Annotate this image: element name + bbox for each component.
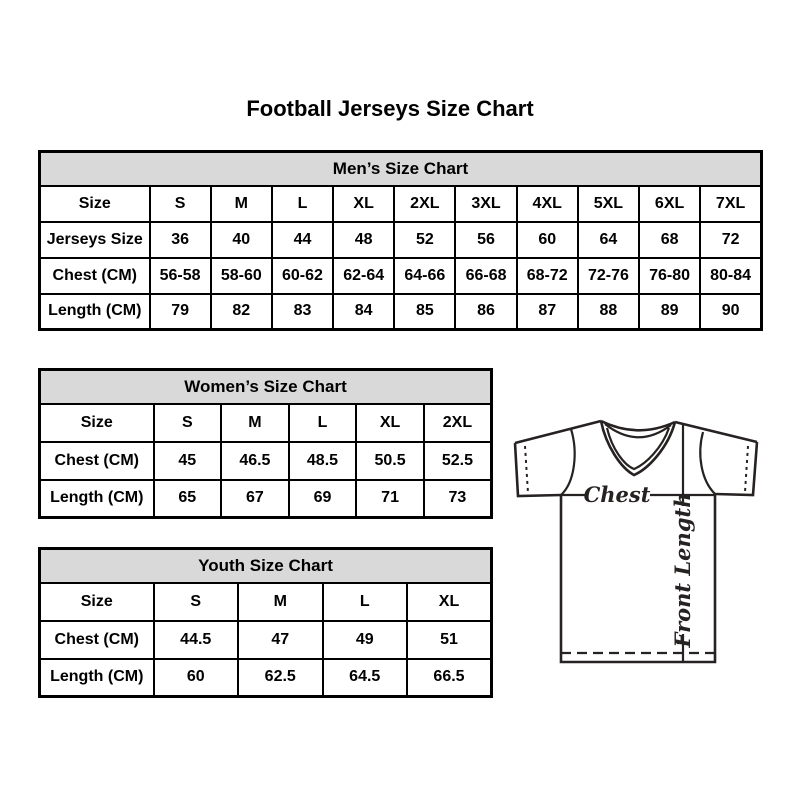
table-header-row — [40, 152, 762, 186]
table-row — [40, 186, 762, 222]
table-cell: 49 — [323, 621, 408, 659]
table-cell: 56 — [455, 222, 516, 258]
right-cuff-dashed-line — [745, 446, 748, 492]
table-cell: L — [272, 186, 333, 222]
table-cell: 72 — [700, 222, 761, 258]
youth-size-table — [38, 547, 493, 698]
row-label: Length (CM) — [40, 480, 154, 518]
table-cell: 58-60 — [211, 258, 272, 294]
table-cell: 90 — [700, 294, 761, 330]
jersey-right-shoulder-line — [675, 422, 757, 442]
table-cell: 60-62 — [272, 258, 333, 294]
table-row — [40, 258, 762, 294]
table-cell: 48.5 — [289, 442, 357, 480]
table-cell: S — [154, 404, 222, 442]
table-cell: 80-84 — [700, 258, 761, 294]
table-cell: 76-80 — [639, 258, 700, 294]
table-cell: 47 — [238, 621, 323, 659]
table-cell: 79 — [150, 294, 211, 330]
table-cell: 88 — [578, 294, 639, 330]
table-cell: 48 — [333, 222, 394, 258]
row-label: Size — [40, 186, 150, 222]
table-cell: 69 — [289, 480, 357, 518]
table-row — [40, 583, 492, 621]
row-label: Size — [40, 404, 154, 442]
table-row — [40, 442, 492, 480]
table-cell: 85 — [394, 294, 455, 330]
table-cell: 87 — [517, 294, 578, 330]
table-cell: 64.5 — [323, 659, 408, 697]
table-cell: 45 — [154, 442, 222, 480]
mens-size-table — [38, 150, 763, 331]
table-cell: 62-64 — [333, 258, 394, 294]
table-cell: 83 — [272, 294, 333, 330]
table-row — [40, 621, 492, 659]
table-cell: 44 — [272, 222, 333, 258]
jersey-right-sleeve-cuff — [715, 442, 757, 495]
womens-table-header: Women’s Size Chart — [40, 370, 492, 404]
jersey-right-armhole-seam — [700, 432, 715, 494]
table-cell: 7XL — [700, 186, 761, 222]
row-label: Length (CM) — [40, 294, 150, 330]
row-label: Size — [40, 583, 154, 621]
table-cell: 60 — [517, 222, 578, 258]
table-cell: 71 — [356, 480, 424, 518]
table-cell: 46.5 — [221, 442, 289, 480]
jersey-left-sleeve-cuff — [515, 443, 561, 496]
table-row — [40, 404, 492, 442]
jersey-left-armhole-seam — [561, 429, 575, 495]
table-row — [40, 659, 492, 697]
table-cell: 65 — [154, 480, 222, 518]
table-cell: M — [221, 404, 289, 442]
table-cell: 68 — [639, 222, 700, 258]
table-cell: XL — [333, 186, 394, 222]
jersey-measurement-diagram — [505, 408, 765, 668]
row-label: Chest (CM) — [40, 621, 154, 659]
table-cell: S — [150, 186, 211, 222]
table-row — [40, 294, 762, 330]
table-row — [40, 222, 762, 258]
youth-table-header: Youth Size Chart — [40, 549, 492, 583]
table-cell: 64 — [578, 222, 639, 258]
table-cell: 64-66 — [394, 258, 455, 294]
table-cell: 84 — [333, 294, 394, 330]
table-cell: 36 — [150, 222, 211, 258]
front-length-label: Front Length — [670, 492, 695, 648]
mens-table-header: Men’s Size Chart — [40, 152, 762, 186]
table-cell: 82 — [211, 294, 272, 330]
page-title: Football Jerseys Size Chart — [246, 96, 534, 121]
table-cell: 52 — [394, 222, 455, 258]
table-cell: XL — [356, 404, 424, 442]
table-cell: 5XL — [578, 186, 639, 222]
table-cell: 67 — [221, 480, 289, 518]
table-cell: L — [323, 583, 408, 621]
table-cell: 66.5 — [407, 659, 492, 697]
table-cell: 40 — [211, 222, 272, 258]
table-cell: XL — [407, 583, 492, 621]
table-cell: M — [238, 583, 323, 621]
table-cell: 50.5 — [356, 442, 424, 480]
row-label: Chest (CM) — [40, 442, 154, 480]
table-cell: 2XL — [424, 404, 492, 442]
table-cell: 68-72 — [517, 258, 578, 294]
table-cell: S — [154, 583, 239, 621]
table-row — [40, 480, 492, 518]
table-cell: 72-76 — [578, 258, 639, 294]
jersey-left-shoulder-line — [515, 421, 601, 443]
row-label: Jerseys Size — [40, 222, 150, 258]
table-cell: 6XL — [639, 186, 700, 222]
table-cell: 3XL — [455, 186, 516, 222]
row-label: Length (CM) — [40, 659, 154, 697]
table-cell: 4XL — [517, 186, 578, 222]
collar-v-inner — [607, 428, 669, 469]
table-header-row — [40, 549, 492, 583]
table-cell: L — [289, 404, 357, 442]
table-cell: 66-68 — [455, 258, 516, 294]
table-cell: 86 — [455, 294, 516, 330]
table-cell: 60 — [154, 659, 239, 697]
table-cell: 2XL — [394, 186, 455, 222]
table-cell: 52.5 — [424, 442, 492, 480]
table-cell: 73 — [424, 480, 492, 518]
table-header-row — [40, 370, 492, 404]
row-label: Chest (CM) — [40, 258, 150, 294]
table-cell: 51 — [407, 621, 492, 659]
table-cell: 44.5 — [154, 621, 239, 659]
left-cuff-dashed-line — [525, 446, 528, 493]
table-cell: M — [211, 186, 272, 222]
chest-label: Chest — [583, 482, 651, 507]
table-cell: 89 — [639, 294, 700, 330]
womens-size-table — [38, 368, 493, 519]
table-cell: 62.5 — [238, 659, 323, 697]
table-cell: 56-58 — [150, 258, 211, 294]
